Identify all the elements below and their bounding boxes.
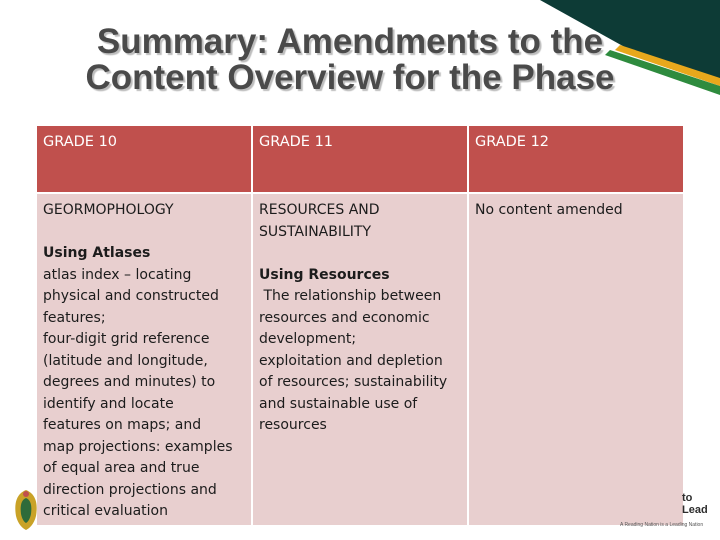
grade10-line: atlas index – locating (43, 266, 192, 283)
cell-grade-11 (253, 194, 467, 525)
grade10-line: critical evaluation (43, 503, 168, 519)
grade10-line: (latitude and longitude, (43, 352, 208, 369)
grade11-topic-line: SUSTAINABILITY (259, 223, 372, 240)
grade10-line: physical and constructed (43, 288, 219, 304)
grade11-line: and sustainable use of (259, 395, 418, 412)
grade10-line: map projections: examples (43, 438, 233, 455)
header-grade-12: GRADE 12 (469, 126, 683, 192)
grade10-line: four-digit grid reference (43, 331, 210, 347)
grade11-subheading: Using Resources (259, 266, 390, 283)
footer-lead-text: to Lead (682, 492, 708, 516)
cell-grade-10 (37, 194, 251, 525)
grade11-topic-line: RESOURCES AND (259, 202, 380, 218)
header-grade-11: GRADE 11 (253, 126, 467, 192)
header-grade-10: GRADE 10 (37, 126, 251, 192)
grade11-line: The relationship between (259, 288, 442, 304)
footer-tagline: A Reading Nation is a Leading Nation (620, 522, 704, 528)
footer-logo (610, 490, 720, 530)
cell-grade-12 (469, 194, 683, 525)
grade10-line: of equal area and true (43, 460, 200, 476)
grade10-line: identify and locate (43, 395, 174, 412)
title-line-2: Content Overview for the Phase (85, 58, 615, 97)
content-table (37, 126, 684, 526)
grade12-text: No content amended (475, 202, 623, 218)
grade10-line: features; (43, 309, 106, 326)
grade10-subheading: Using Atlases (43, 245, 151, 261)
grade10-line: degrees and minutes) to (43, 374, 216, 390)
grade11-line: resources and economic (259, 309, 430, 326)
grade10-topic: GEORMOPHOLOGY (43, 202, 174, 218)
grade11-line: exploitation and depletion (259, 352, 443, 369)
grade11-line: development; (259, 331, 357, 347)
grade10-line: direction projections and (43, 481, 217, 498)
grade11-line: of resources; sustainability (259, 374, 448, 390)
grade11-line: resources (259, 417, 327, 433)
title-line-1: Summary: Amendments to the (96, 22, 604, 61)
grade10-line: features on maps; and (43, 417, 202, 433)
coat-of-arms-icon (8, 486, 44, 532)
page-title (0, 24, 700, 96)
